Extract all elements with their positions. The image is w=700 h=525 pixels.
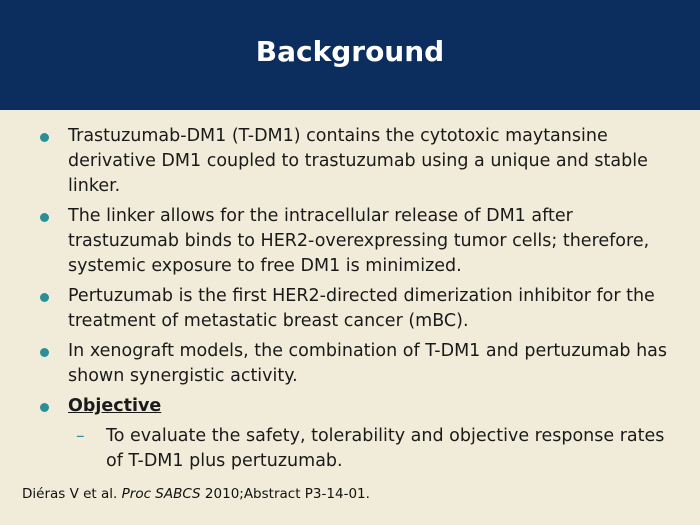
bullet-text: The linker allows for the intracellular release of DM1 after trastuzumab binds to HER2-overexpressing tumor cells; therefore, systemic exposure to free DM1 is minimized. — [68, 206, 650, 276]
objective-label: Objective — [68, 396, 162, 416]
slide-content — [38, 124, 678, 474]
bullet-item — [38, 284, 678, 334]
bullet-dot-icon — [40, 213, 49, 222]
dash-icon: – — [76, 426, 85, 446]
bullet-text: In xenograft models, the combination of T-DM1 and pertuzumab has shown synergistic activity. — [68, 341, 668, 386]
citation-details: 2010;Abstract P3-14-01. — [204, 486, 370, 502]
bullet-dot-icon — [40, 348, 49, 357]
bullet-item — [38, 339, 678, 389]
bullet-item — [38, 124, 678, 199]
citation — [22, 486, 370, 502]
bullet-item — [38, 204, 678, 279]
bullet-dot-icon — [40, 403, 49, 412]
bullet-dot-icon — [40, 293, 49, 302]
header-banner — [0, 0, 700, 110]
objective-text: To evaluate the safety, tolerability and objective response rates of T-DM1 plus pertuzumab. — [106, 426, 665, 471]
objective-sub-item — [38, 424, 678, 474]
citation-authors: Diéras V et al. — [22, 486, 118, 502]
slide-title: Background — [255, 34, 445, 68]
bullet-text: Pertuzumab is the first HER2-directed dimerization inhibitor for the treatment of metastatic breast cancer (mBC). — [68, 286, 655, 331]
objective-bullet — [38, 394, 678, 419]
bullet-dot-icon — [40, 133, 49, 142]
citation-journal: Proc SABCS — [121, 486, 201, 502]
bullet-text: Trastuzumab-DM1 (T-DM1) contains the cytotoxic maytansine derivative DM1 coupled to trastuzumab using a unique and stable linker. — [68, 126, 648, 196]
